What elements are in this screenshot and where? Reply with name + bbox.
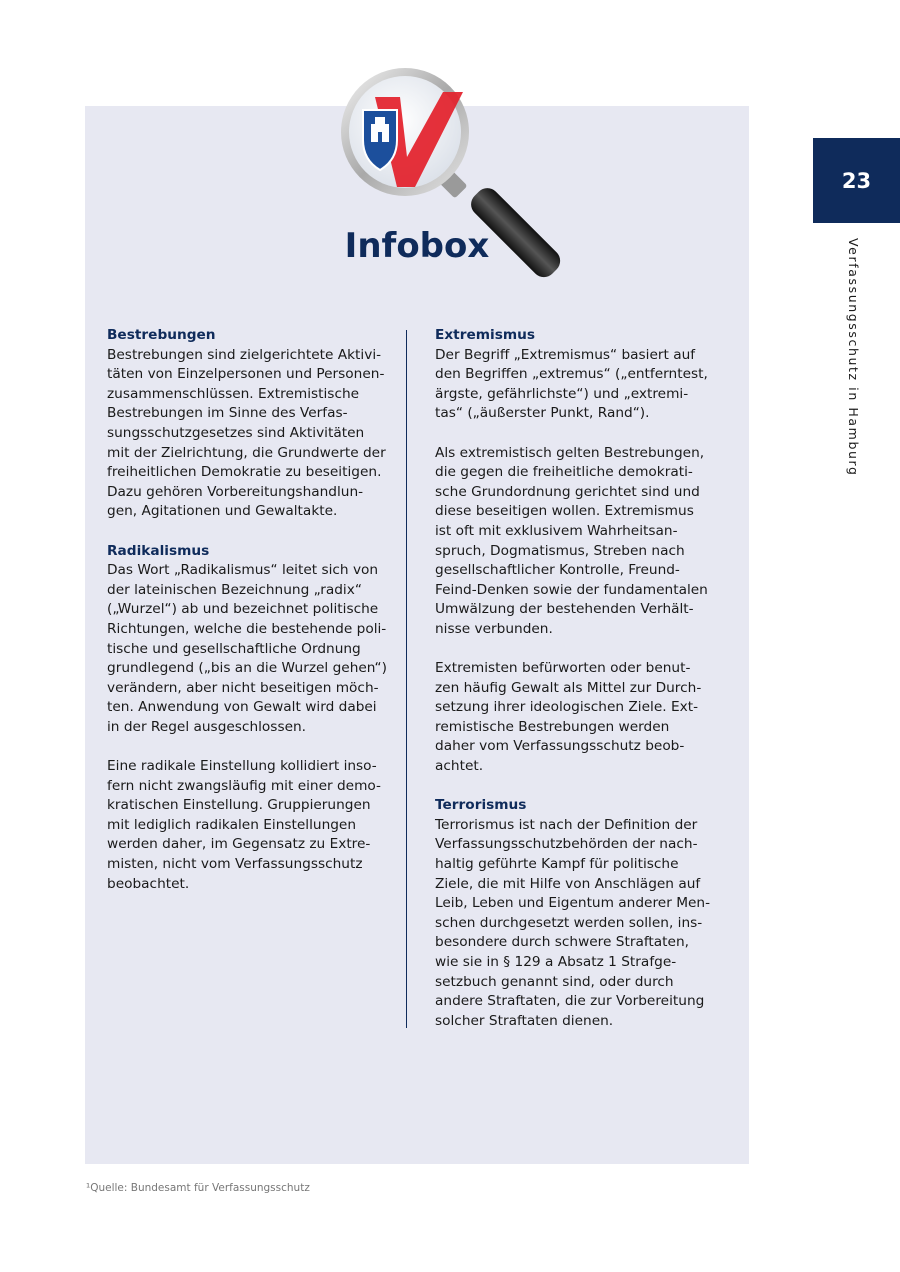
- paragraph-extremismus-2: Als extremistisch gelten Bestrebungen, die gegen die freiheitliche demokrati- sche Grundordnung gerichtet sind und diese beseitigen wollen. Extremismus ist oft mit exklusivem Wahrheitsan- spruch, Dogmatismus, Streben nach gesellschaftlicher Kontrolle, Freund- Feind-Denken sowie der fundamentalen Umwälzung der bestehenden Verhält- nisse verbunden.: [435, 444, 708, 637]
- running-head: Verfassungsschutz in Hamburg: [846, 238, 861, 477]
- left-column: [107, 326, 392, 894]
- paragraph-bestrebungen: Bestrebungen sind zielgerichtete Aktivi- täten von Einzelpersonen und Personen- zusammenschlüssen. Extremistische Bestrebungen im Sinne des Verfas- sungsschutzgesetzes sind Aktivitäten mit der Zielrichtung, die Grundwerte der freiheitlichen Demokratie zu beseitigen. Dazu gehören Vorbereitungshandlun- gen, Agitationen und Gewaltakte.: [107, 346, 386, 520]
- page-number-tab: [813, 138, 900, 223]
- footnote: ¹Quelle: Bundesamt für Verfassungsschutz: [86, 1182, 310, 1194]
- heading-extremismus: Extremismus: [435, 327, 536, 343]
- page-number: 23: [841, 168, 872, 193]
- column-divider: [406, 330, 407, 1028]
- paragraph-extremismus-1: Der Begriff „Extremismus“ basiert auf den Begriffen „extremus“ („entferntest, ärgste, gefährlichste“) und „extremi- tas“ („äußerster Punkt, Rand“).: [435, 346, 708, 422]
- infobox-title: Infobox: [344, 226, 490, 266]
- paragraph-radikalismus-1: Das Wort „Radikalismus“ leitet sich von der lateinischen Bezeichnung „radix“ („Wurzel“) ab und bezeichnet politische Richtungen, welche die bestehende poli- tische und gesellschaftliche Ordnung grundlegend („bis an die Wurzel gehen“) verändern, aber nicht beseitigen möch- ten. Anwendung von Gewalt wird dabei in der Regel ausgeschlossen.: [107, 562, 387, 735]
- right-column: [435, 326, 725, 1031]
- paragraph-radikalismus-2: Eine radikale Einstellung kollidiert inso- fern nicht zwangsläufig mit einer demo- kratischen Einstellung. Gruppierungen mit lediglich radikalen Einstellungen werden daher, im Gegensatz zu Extre- misten, nicht vom Verfassungsschutz beobachtet.: [107, 758, 381, 892]
- paragraph-terrorismus: Terrorismus ist nach der Definition der Verfassungsschutzbehörden der nach- haltig geführte Kampf für politische Ziele, die mit Hilfe von Anschlägen auf Leib, Leben und Eigentum anderer Men- schen durchgesetzt werden sollen, ins- besondere durch schwere Straftaten, wie sie in § 129 a Absatz 1 Strafge- setzbuch genannt sind, oder durch andere Straftaten, die zur Vorbereitung solcher Straftaten dienen.: [435, 816, 711, 1029]
- heading-radikalismus: Radikalismus: [107, 542, 210, 559]
- paragraph-extremismus-3: Extremisten befürworten oder benut- zen häufig Gewalt als Mittel zur Durch- setzung ihrer ideologischen Ziele. Ext- remistische Bestrebungen werden daher vom Verfassungsschutz beob- achtet.: [435, 660, 702, 775]
- heading-bestrebungen: Bestrebungen: [107, 327, 216, 343]
- heading-terrorismus: Terrorismus: [435, 797, 527, 814]
